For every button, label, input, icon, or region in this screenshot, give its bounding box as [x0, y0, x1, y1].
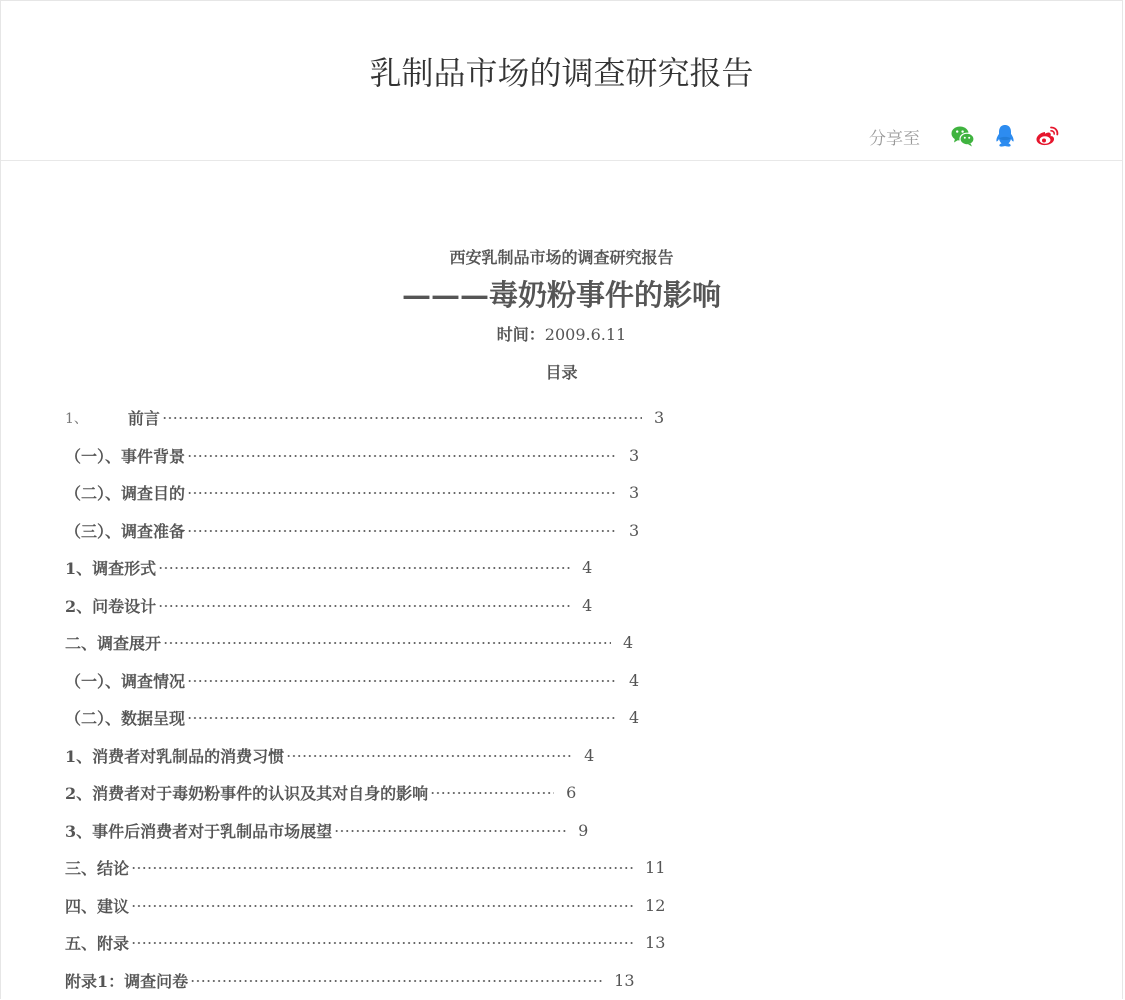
document-heading: ———毒奶粉事件的影响: [401, 278, 721, 312]
toc-leader-dots: [187, 492, 617, 494]
toc-item-page: 3: [629, 520, 640, 540]
toc-item: [65, 512, 705, 550]
toc-item-number: 1、: [65, 410, 88, 427]
toc-item-label: （三）、调查准备: [65, 521, 186, 541]
toc-leader-dots: [187, 680, 617, 682]
toc-item-label: 三、结论: [65, 859, 130, 879]
toc-item: [65, 774, 705, 812]
wechat-icon[interactable]: [950, 123, 976, 149]
toc-leader-dots: [131, 867, 633, 869]
toc-item-label: 四、建议: [65, 896, 130, 916]
toc-item-label: 3、事件后消费者对于乳制品市场展望: [65, 821, 333, 841]
toc-item-page: 4: [629, 708, 640, 728]
toc-item-page: 3: [653, 408, 665, 428]
toc-item: [65, 924, 705, 962]
toc-item-page: 4: [623, 633, 634, 653]
toc-leader-dots: [286, 755, 572, 757]
toc-item-label: 前言: [127, 409, 160, 429]
page-title: 乳制品市场的调查研究报告: [369, 54, 754, 92]
toc-item-label: 2、问卷设计: [65, 596, 157, 616]
toc-item: [65, 474, 705, 512]
toc-item: [65, 962, 705, 1000]
toc-leader-dots: [187, 530, 617, 532]
toc-item-label: 附录1：调查问卷: [65, 971, 189, 991]
toc-leader-dots: [187, 455, 617, 457]
article-content: [1, 161, 1122, 1000]
date-label: 时间：: [496, 325, 545, 344]
toc-item-page: 9: [578, 820, 589, 840]
toc-item: [65, 624, 705, 662]
toc-item-page: 13: [614, 970, 635, 990]
toc-item: [65, 887, 705, 925]
share-bar: [869, 121, 1060, 151]
toc-item-label: 二、调查展开: [65, 634, 162, 654]
table-of-contents: [65, 399, 705, 999]
toc-item-page: 4: [584, 745, 595, 765]
article-header: [1, 1, 1122, 161]
toc-item-page: 4: [582, 558, 593, 578]
toc-leader-dots: [131, 942, 633, 944]
toc-item: [65, 737, 705, 775]
toc-leader-dots: [334, 830, 566, 832]
toc-item: [65, 587, 705, 625]
weibo-icon[interactable]: [1034, 123, 1060, 149]
toc-item-label: 2、消费者对于毒奶粉事件的认识及其对自身的影响: [65, 784, 429, 804]
toc-item: [65, 662, 705, 700]
toc-leader-dots: [131, 905, 633, 907]
toc-leader-dots: [190, 980, 602, 982]
date-value: 2009.6.11: [544, 325, 627, 344]
toc-leader-dots: [158, 567, 570, 569]
toc-item-label: 五、附录: [65, 934, 130, 954]
toc-item-label: （二）、数据呈现: [65, 709, 186, 729]
toc-item-label: （一）、事件背景: [65, 446, 186, 466]
qq-icon[interactable]: [992, 123, 1018, 149]
document-subtitle: 西安乳制品市场的调查研究报告: [449, 248, 674, 267]
toc-leader-dots: [430, 792, 554, 794]
toc-item-label: （二）、调查目的: [65, 484, 186, 504]
toc-item-page: 12: [645, 895, 666, 915]
toc-item-page: 11: [645, 858, 666, 878]
share-label: 分享至: [869, 128, 920, 149]
toc-item-label: 1、消费者对乳制品的消费习惯: [65, 746, 285, 766]
toc-item-label: （一）、调查情况: [65, 671, 186, 691]
toc-item-page: 3: [629, 483, 640, 503]
document-date: [1, 324, 1122, 346]
toc-item: [65, 699, 705, 737]
toc-item-page: 4: [582, 595, 593, 615]
toc-item-label: 1、调查形式: [65, 559, 157, 579]
toc-item-page: 13: [645, 933, 666, 953]
toc-item: [65, 812, 705, 850]
toc-title: 目录: [545, 363, 578, 382]
toc-leader-dots: [187, 717, 617, 719]
toc-item: [65, 399, 705, 437]
toc-leader-dots: [158, 605, 570, 607]
toc-item-page: 3: [629, 445, 640, 465]
toc-item: [65, 437, 705, 475]
toc-item-page: 6: [566, 783, 577, 803]
toc-item-page: 4: [629, 670, 640, 690]
toc-leader-dots: [162, 417, 642, 419]
toc-leader-dots: [163, 642, 611, 644]
toc-item: [65, 849, 705, 887]
toc-item: [65, 549, 705, 587]
